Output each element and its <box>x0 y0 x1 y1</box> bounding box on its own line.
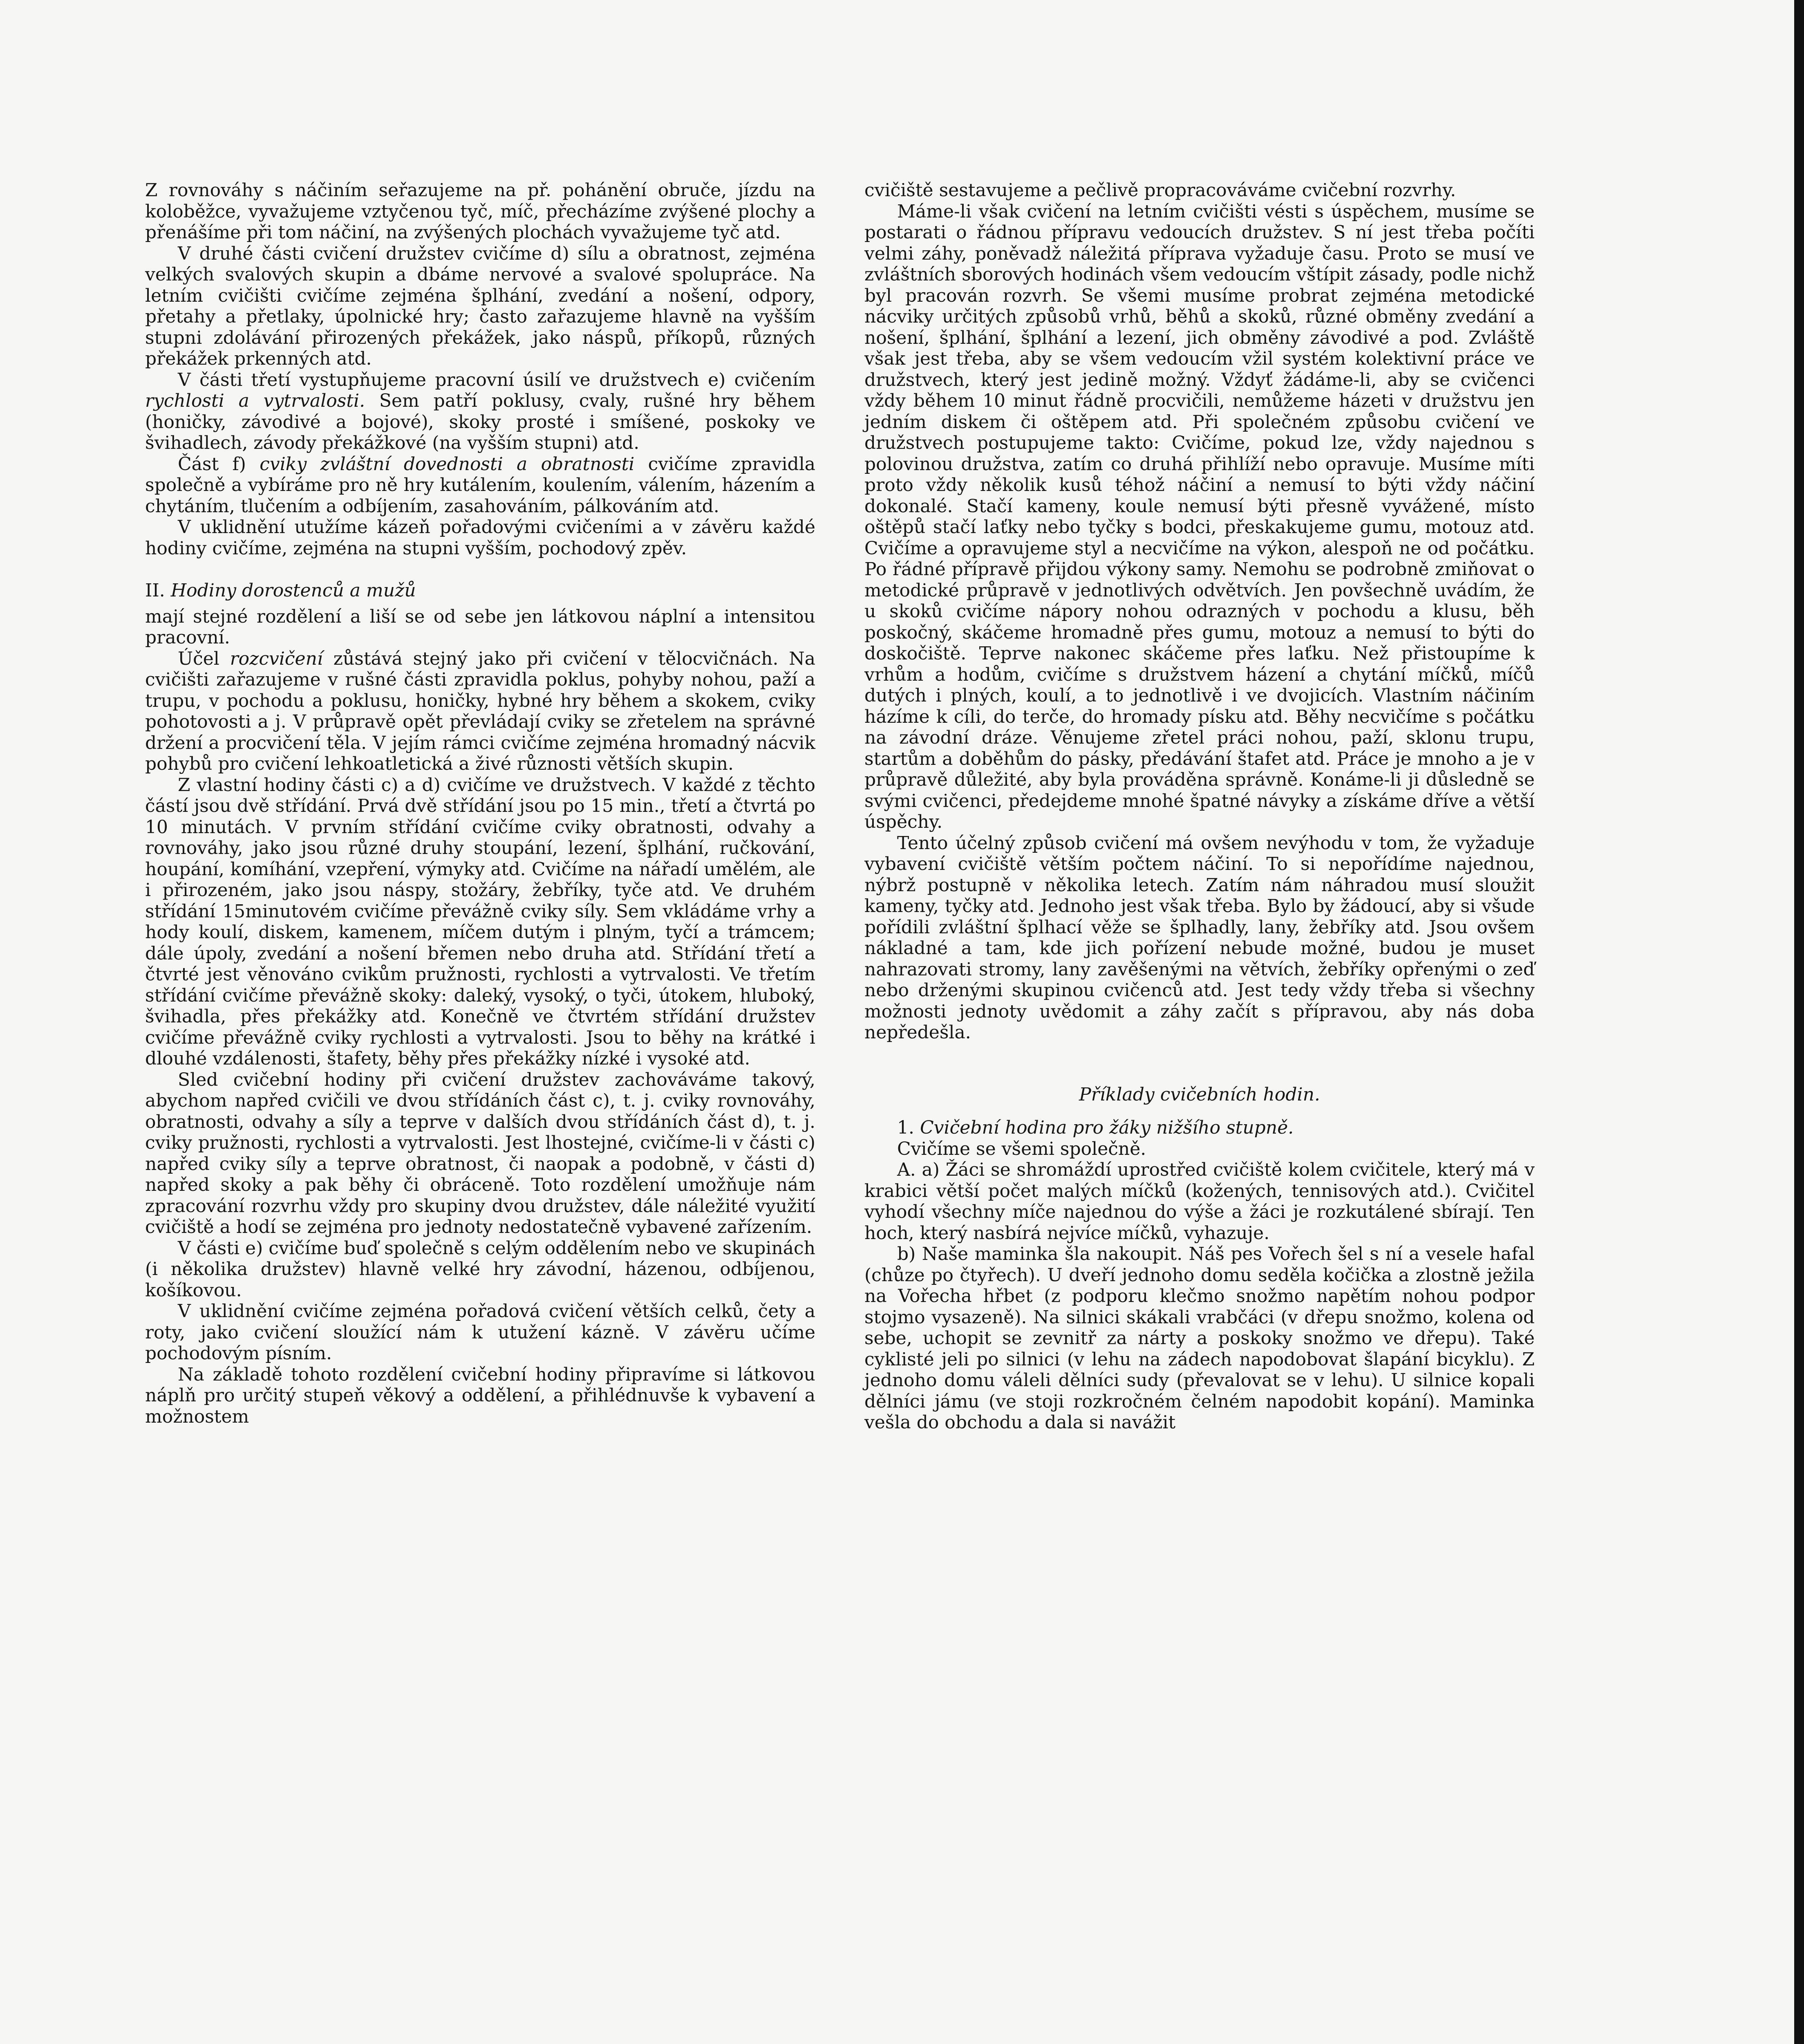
paragraph <box>145 648 815 775</box>
paragraph: V uklidnění utužíme kázeň pořadovými cvičeními a v závěru každé hodiny cvičíme, zejména na stupni vyšším, pochodový zpěv. <box>145 517 815 559</box>
paragraph: Z rovnováhy s náčiním seřazujeme na př. pohánění obruče, jízdu na koloběžce, vyvažujeme vztyčenou tyč, míč, přecházíme zvýšené plochy a přenášíme při tom náčiní, na zvýšených plochách vyvažujeme tyč atd. <box>145 180 815 243</box>
lesson-title: Cvičební hodina pro žáky nižšího stupně. <box>920 1117 1294 1138</box>
paragraph: A. a) Žáci se shromáždí uprostřed cvičiště kolem cvičitele, který má v krabici větší počet malých míčků (kožených, tennisových atd.). Cvičitel vyhodí všechny míče najednou do výše a žáci je rozkutálené sbírají. Ten hoch, který nasbírá nejvíce míčků, vyhazuje. <box>864 1159 1535 1244</box>
text-run: cvičíme zpravidla společně a vybíráme pro ně hry kutálením, koulením, válením, házením a chytáním, tlučením a odbíjením, zasahováním, pálkováním atd. <box>145 453 815 517</box>
paragraph: Tento účelný způsob cvičení má ovšem nevýhodu v tom, že vyžaduje vybavení cvičiště větším počtem náčiní. To si nepořídíme najednou, nýbrž postupně v několika letech. Zatím nám náhradou musí sloužit kameny, tyčky atd. Jednoho jest však třeba. Bylo by žádoucí, aby si všude pořídili zvláštní šplhací věže se šplhadly, lany, žebříky atd. Jsou ovšem nákladné a tam, kde jich pořízení nebude možné, budou je muset nahrazovati stromy, lany zavěšenými na větvích, žebříky opřenými o zeď nebo drženými skupinou cvičenců atd. Jest tedy vždy třeba si všechny možnosti jednoty uvědomit a záhy začít s přípravou, aby nás doba nepředešla. <box>864 832 1535 1043</box>
scan-page-edge <box>1794 0 1804 2044</box>
right-text-column <box>864 180 1535 1433</box>
emphasis-text: rychlosti a vytrvalosti. <box>145 390 365 411</box>
paragraph: V uklidnění cvičíme zejména pořadová cvičení větších celků, čety a roty, jako cvičení sloužící nám k utužení kázně. V závěru učíme pochodovým písním. <box>145 1301 815 1364</box>
paragraph: Na základě tohoto rozdělení cvičební hodiny připravíme si látkovou náplň pro určitý stupeň věkový a oddělení, a přihlédnuvše k vybavení a možnostem <box>145 1364 815 1427</box>
text-run: V části třetí vystupňujeme pracovní úsilí ve družstvech e) cvičením <box>178 369 815 390</box>
text-run: Sem patří poklusy, cvaly, rušné hry během (honičky, závodivé a bojové), skoky prosté i smíšené, poskoky ve švihadlech, závody překážkové (na vyšším stupni) atd. <box>145 390 816 453</box>
paragraph: Z vlastní hodiny části c) a d) cvičíme ve družstvech. V každé z těchto částí jsou dvě střídání. Prvá dvě střídání jsou po 15 min., třetí a čtvrtá po 10 minutách. V prvním střídání cvičíme cviky obratnosti, odvahy a rovnováhy, jako jsou různé druhy stoupání, lezení, šplhání, ručkování, houpání, komíhání, vzepření, výmyky atd. Cvičíme na nářadí umělém, ale i přirozeném, jako jsou náspy, stožáry, žebříky, tyče atd. Ve druhém střídání 15minutovém cvičíme převážně cviky síly. Sem vkládáme vrhy a hody koulí, diskem, kamenem, míčem dutým i plným, tyčí a trámcem; dále úpoly, zvedání a nošení břemen nebo druha atd. Střídání třetí a čtvrté jest věnováno cvikům pružnosti, rychlosti a vytrvalosti. Ve třetím střídání cvičíme převážně skoky: daleký, vysoký, o tyči, útokem, hluboký, švihadla, přes překážky atd. Konečně ve čtvrtém střídání družstev cvičíme převážně cviky rychlosti a vytrvalosti. Jsou to běhy na krátké i dlouhé vzdálenosti, štafety, běhy přes překážky nízké i vysoké atd. <box>145 774 815 1069</box>
paragraph: cvičiště sestavujeme a pečlivě propracováváme cvičební rozvrhy. <box>864 180 1456 201</box>
section-heading: Příklady cvičebních hodin. <box>1079 1084 1320 1105</box>
emphasis-text: cviky zvláštní dovednosti a obratnosti <box>260 453 635 475</box>
paragraph <box>145 454 815 517</box>
paragraph: V druhé části cvičení družstev cvičíme d) sílu a obratnost, zejména velkých svalových skupin a dbáme nervové a svalové spolupráce. Na letním cvičišti cvičíme zejména šplhání, zvedání a nošení, odpory, přetahy a přetlaky, úpolnické hry; často zařazujeme hlavně na vyšším stupni zdolávání přirozených překážek, jako náspů, příkopů, různých překážek prkenných atd. <box>145 243 815 369</box>
text-run: zůstává stejný jako při cvičení v tělocvičnách. Na cvičišti zařazujeme v rušné části zpravidla poklus, pohyby nohou, paží a trupu, v pochodu a poklusu, honičky, hybné hry během a skokem, cviky pohotovosti a j. V průpravě opět převládají cviky se zřetelem na správné držení a procvičení těla. V jejím rámci cvičíme zejména hromadný nácvik pohybů pro cvičení lehkoatletická a živé různosti větších skupin. <box>145 648 815 774</box>
paragraph <box>145 370 815 454</box>
paragraph: V části e) cvičíme buď společně s celým oddělením nebo ve skupinách (i několika družstev) hlavně velké hry závodní, házenou, odbíjenou, košíkovou. <box>145 1237 815 1301</box>
section-heading <box>145 580 815 601</box>
paragraph: mají stejné rozdělení a liší se od sebe jen látkovou náplní a intensitou pracovní. <box>145 606 815 648</box>
paragraph: Cvičíme se všemi společně. <box>897 1138 1146 1159</box>
emphasis-text: rozcvičení <box>230 648 323 669</box>
left-text-column <box>145 180 815 1427</box>
text-run: Část f) <box>178 453 260 475</box>
paragraph: b) Naše maminka šla nakoupit. Náš pes Vořech šel s ní a vesele hafal (chůze po čtyřech). U dveří jednoho domu seděla kočička a zlostně ježila na Vořecha hřbet (z podporu klečmo snožmo napětím nohou podpor stojmo vysazeně). Na silnici skákali vrabčáci (v dřepu snožmo, kolena od sebe, uchopit se zevnitř za nárty a poskoky snožmo ve dřepu). Také cyklisté jeli po silnici (v lehu na zádech napodobovat šlapání bicyklu). Z jednoho domu váleli dělníci sudy (převalovat se v lehu). U silnice kopali dělníci jámu (ve stoji rozkročném čelném napodobit kopání). Maminka vešla do obchodu a dala si navážit <box>864 1244 1535 1433</box>
paragraph: Máme-li však cvičení na letním cvičišti vésti s úspěchem, musíme se postarati o řádnou přípravu vedoucích družstev. S ní jest třeba počíti velmi záhy, poněvadž náležitá příprava vyžaduje času. Proto se musí ve zvláštních sborových hodinách všem vedoucím vštípit zásady, podle nichž byl pracován rozvrh. Se všemi musíme probrat zejména metodické nácviky určitých způsobů vrhů, běhů a skoků, různé obměny zvedání a nošení, šplhání, šplhání a lezení, jich obměny závodivé a pod. Zvláště však jest třeba, aby se všem vedoucím vžil systém kolektivní práce ve družstvech, který jest jedině možný. Vždyť žádáme-li, aby se cvičenci vždy během 10 minut řádně procvičili, nemůžeme házeti v družstvu jen jedním diskem či oštěpem atd. Při společném způsobu cvičení ve družstvech postupujeme takto: Cvičíme, pokud lze, vždy najednou s polovinou družstva, zatím co druhá přihlíží nebo opravuje. Musíme míti proto vždy několik kusů téhož náčiní a nemusí to býti vždy náčiní dokonalé. Stačí kameny, koule nemusí býti přesně vyvážené, místo oštěpů stačí laťky nebo tyčky s bodci, přeskakujeme gumu, motouz atd. Cvičíme a opravujeme styl a necvičíme na výkon, alespoň ne od počátku. Po řádné přípravě přijdou výkony samy. Nemohu se podrobně zmiňovat o metodické průpravě v jednotlivých odvětvích. Jen povšechně uvádím, že u skoků cvičíme nápory nohou odrazných v pochodu a klusu, běh poskočný, skáčeme hromadně přes gumu, motouz a nemusí to býti do doskočiště. Teprve nakonec skáčeme přes laťku. Než přistoupíme k vrhům a hodům, cvičíme s družstvem házení a chytání míčků, míčů dutých i plných, koulí, a to jednotlivě i ve dvojicích. Vlastním náčiním házíme k cíli, do terče, do hromady písku atd. Běhy necvičíme s počátku na závodní dráze. Věnujeme zřetel práci nohou, paží, sklonu trupu, startům a doběhům do pásky, předávání štafet atd. Práce je mnoho a je v průpravě důležité, aby byla prováděna správně. Konáme-li ji důsledně se svými cvičenci, předejdeme mnohé špatné návyky a získáme dříve a větší úspěchy. <box>864 201 1535 832</box>
section-number: II. <box>145 580 171 601</box>
text-run: Účel <box>178 648 230 669</box>
lesson-heading <box>864 1117 1535 1139</box>
section-title: Hodiny dorostenců a mužů <box>170 580 416 601</box>
paragraph: Sled cvičební hodiny při cvičení družstev zachováváme takový, abychom napřed cvičili ve dvou střídáních část c), t. j. cviky rovnováhy, obratnosti, odvahy a síly a teprve v dalších dvou střídáních část d), t. j. cviky pružnosti, rychlosti a vytrvalosti. Jest lhostejné, cvičíme-li v části c) napřed cviky síly a teprve obratnost, či naopak a podobně, v části d) napřed skoky a pak běhy či obráceně. Toto rozdělení umožňuje nám zpracování rozvrhu vždy pro skupiny dvou družstev, dále náležité využití cvičiště a hodí se zejména pro jednoty nedostatečně vybavené zařízením. <box>145 1069 815 1237</box>
lesson-number: 1. <box>897 1117 920 1138</box>
